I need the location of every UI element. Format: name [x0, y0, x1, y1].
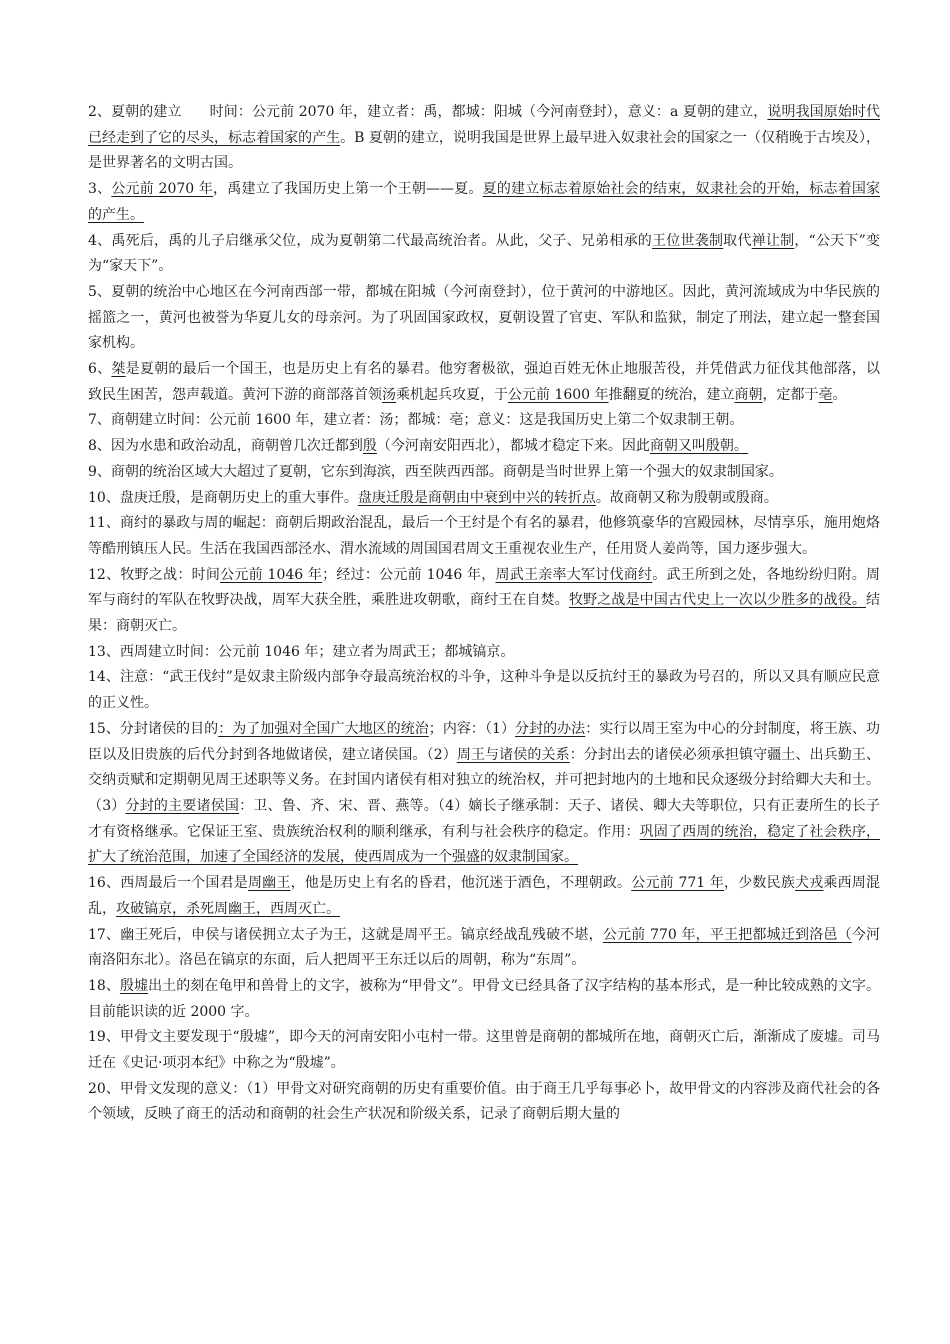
- underlined-text: 殷: [362, 438, 377, 455]
- paragraph-item: [88, 280, 880, 357]
- text-run: 结果：商朝灭亡。: [88, 592, 881, 635]
- text-run: 16、西周最后一个国君是: [88, 875, 248, 892]
- paragraph-item: [88, 434, 880, 460]
- paragraph-item: [88, 717, 880, 871]
- paragraph-item: [88, 563, 880, 640]
- text-run: ，禹建立了我国历史上第一个王朝——夏。: [213, 181, 483, 198]
- text-run: ，他是历史上有名的昏君，他沉迷于酒色，不理朝政。: [290, 875, 632, 892]
- underlined-text: 牧野之战是中国古代史上一次以少胜多的战役。: [568, 592, 867, 609]
- underlined-text: 商朝又叫殷朝。: [649, 438, 748, 455]
- text-run: 12、牧野之战：时间: [88, 566, 221, 583]
- paragraph-item: [88, 871, 880, 922]
- underlined-text: 公元前 2070 年: [111, 181, 214, 198]
- underlined-text: 公元前 771 年: [631, 875, 725, 892]
- underlined-text: 攻破镐京，杀死周幽王，西周灭亡。: [116, 900, 340, 917]
- text-run: 18、: [88, 977, 120, 994]
- underlined-text: 盘庚迁殷是商朝由中衰到中兴的转折点: [357, 489, 596, 506]
- paragraph-item: [88, 486, 880, 512]
- paragraph-item: [88, 1077, 880, 1128]
- underlined-text: 夏的建立标志着原始社会的结束，奴隶社会的开始，标志着国家的产生。: [88, 181, 881, 223]
- paragraph-item: [88, 229, 880, 280]
- paragraph-item: [88, 357, 880, 408]
- paragraph-item: [88, 923, 880, 974]
- text-run: ：分封出去的诸侯必须承担镇守疆土、出兵勤王、交纳贡赋和定期朝见周王述职等义务。在封国内诸侯有相对独立的统治权，并可把封地内的土地和民众逐级分封给卿大夫和士。（3）: [88, 746, 881, 814]
- underlined-text: 王位世袭制: [652, 232, 724, 249]
- text-run: 今河南洛阳东北）。洛邑在镐京的东面，后人把周平王东迁以后的周朝，称为“东周”。: [88, 926, 881, 969]
- text-run: 是夏朝的最后一个国王，也是历史上有名的暴君。他穷奢极欲，强迫百姓无休止地服苦役，并凭借武力征伐其他部落，以致民生困苦，怨声载道。黄河下游的商部落首领: [88, 361, 881, 403]
- text-run: 5、夏朝的统治中心地区在今河南西部一带，都城在阳城（今河南登封），位于黄河的中游地区。因此，黄河流域成为中华民族的摇篮之一，黄河也被誉为华夏儿女的母亲河。为了巩固国家政权，夏朝设置了官吏、军队和监狱，制定了刑法，建立起一整套国家机构。: [88, 283, 880, 352]
- underlined-text: 桀: [111, 361, 126, 378]
- underlined-text: 说明我国原始时代已经走到了它的尽头，标志着国家的产生: [88, 104, 880, 146]
- paragraph-item: [88, 460, 880, 486]
- text-run: 9、商朝的统治区域大大超过了夏朝，它东到海滨，西至陕西西部。商朝是当时世界上第一个强大的奴隶制国家。: [88, 463, 783, 480]
- underlined-text: 巩固了西周的统治，稳定了社会秩序，扩大了统治范围，加速了全国经济的发展，使西周成为一个强盛的奴隶制国家。: [88, 823, 880, 866]
- text-run: （今河南安阳西北），都城才稳定下来。因此: [376, 438, 650, 455]
- underlined-text: 公元前 1600 年: [508, 386, 609, 403]
- text-run: ，“公天下”变为“家天下”。: [88, 232, 881, 275]
- text-run: 8、因为水患和政治动乱，商朝曾几次迁都到: [88, 438, 363, 455]
- paragraph-item: [88, 408, 880, 434]
- underlined-text: 公元前 1046 年: [220, 566, 323, 583]
- text-run: 出土的刻在龟甲和兽骨上的文字，被称为“甲骨文”。甲骨文已经具备了汉字结构的基本形式，是一种比较成熟的文字。目前能识读的近 2000 字。: [88, 977, 880, 1020]
- text-run: 15、分封诸侯的目的: [88, 720, 219, 737]
- text-run: ，少数民族: [724, 875, 796, 892]
- text-run: 。故商朝又称为殷朝或殷商。: [595, 489, 778, 506]
- text-run: ；内容：（1）: [428, 720, 515, 737]
- text-run: 4、禹死后，禹的儿子启继承父位，成为夏朝第二代最高统治者。从此，父子、兄弟相承的: [88, 232, 653, 249]
- text-run: 10、盘庚迁殷，是商朝历史上的重大事件。: [88, 489, 358, 506]
- underlined-text: 分封的主要诸侯国: [125, 797, 240, 814]
- text-run: 。: [832, 386, 847, 403]
- paragraph-item: [88, 974, 880, 1025]
- text-run: 推翻夏的统治，建立: [608, 386, 735, 403]
- text-run: 11、商纣的暴政与周的崛起：商朝后期政治混乱，最后一个王纣是个有名的暴君，他修筑豪华的宫殿园林，尽情享乐，施用炮烙等酷刑镇压人民。生活在我国西部泾水、渭水流域的周国国君周文王重视农业生产，任用贤人姜尚等，国力逐步强大。: [88, 515, 880, 557]
- text-run: ，定都于: [762, 386, 819, 403]
- paragraph-item: [88, 640, 880, 666]
- text-run: 3、: [88, 181, 112, 198]
- underlined-text: 周幽王: [247, 875, 291, 892]
- text-run: ：卫、鲁、齐、宋、晋、燕等。（4）嫡长子继承制：天子、诸侯、卿大夫等职位，只有正妻所生的长子才有资格继承。它保证王室、贵族统治权利的顺利继承，有利与社会秩序的稳定。作用：: [88, 797, 881, 840]
- document-body: [88, 100, 880, 1128]
- text-run: ；经过：公元前 1046 年，: [322, 566, 496, 583]
- text-run: 19、甲骨文主要发现于“殷墟”，即今天的河南安阳小屯村一带。这里曾是商朝的都城所在地，商朝灭亡后，渐渐成了废墟。司马迁在《史记·项羽本纪》中称之为“殷墟”。: [88, 1029, 880, 1072]
- underlined-text: 亳: [818, 386, 833, 403]
- text-run: 2、夏朝的建立 时间：公元前 2070 年，建立者：禹，都城：阳城（今河南登封），意义：a 夏朝的建立，: [88, 104, 768, 120]
- text-run: 20、甲骨文发现的意义：（1）甲骨文对研究商朝的历史有重要价值。由于商王几乎每事必卜，故甲骨文的内容涉及商代社会的各个领域，反映了商王的活动和商朝的社会生产状况和阶级关系，记录了商朝后期大量的: [88, 1080, 880, 1123]
- underlined-text: 周武王亲率大军讨伐商纣: [495, 566, 653, 583]
- underlined-text: 周王与诸侯的关系: [456, 746, 570, 763]
- underlined-text: 商朝: [734, 386, 763, 403]
- paragraph-item: [88, 665, 880, 716]
- paragraph-item: [88, 177, 880, 228]
- underlined-text: 禅让制: [751, 232, 795, 249]
- text-run: 乘西周混乱，: [88, 875, 881, 917]
- underlined-text: 分封的办法: [515, 720, 586, 737]
- text-run: 。武王所到之处，各地纷纷归附。周军与商纣的军队在牧野决战，周军大获全胜，乘胜进攻朝歌，商纣王在自焚。: [88, 566, 881, 609]
- text-run: 取代: [723, 232, 752, 249]
- text-run: 。B 夏朝的建立，说明我国是世界上最早进入奴隶社会的国家之一（仅稍晚于古埃及），是世界著名的文明古国。: [88, 129, 880, 172]
- underlined-text: 殷墟: [119, 977, 149, 994]
- underlined-text: ：为了加强对全国广大地区的统治: [218, 720, 429, 737]
- paragraph-item: [88, 511, 880, 562]
- text-run: 7、商朝建立时间：公元前 1600 年，建立者：汤；都城：亳；意义：这是我国历史上第二个奴隶制王朝。: [88, 412, 744, 429]
- paragraph-item: [88, 1025, 880, 1076]
- text-run: 17、幽王死后，申侯与诸侯拥立太子为王，这就是周平王。镐京经战乱残破不堪，: [88, 926, 603, 943]
- text-run: 14、注意：“武王伐纣”是奴隶主阶级内部争夺最高统治权的斗争，这种斗争是以反抗纣王的暴政为号召的，所以又具有顺应民意的正义性。: [88, 669, 880, 712]
- paragraph-item: [88, 100, 880, 177]
- underlined-text: 汤: [382, 386, 396, 403]
- underlined-text: 公元前 770 年，平王把都城迁到洛邑（: [602, 926, 852, 943]
- text-run: 乘机起兵攻夏，于: [396, 386, 508, 403]
- text-run: 13、西周建立时间：公元前 1046 年；建立者为周武王；都城镐京。: [88, 643, 515, 660]
- text-run: 6、: [88, 361, 112, 378]
- underlined-text: 犬戎: [795, 875, 824, 892]
- text-run: ：实行以周王室为中心的分封制度，将王族、功臣以及旧贵族的后代分封到各地做诸侯，建立诸侯国。（2）: [88, 720, 881, 763]
